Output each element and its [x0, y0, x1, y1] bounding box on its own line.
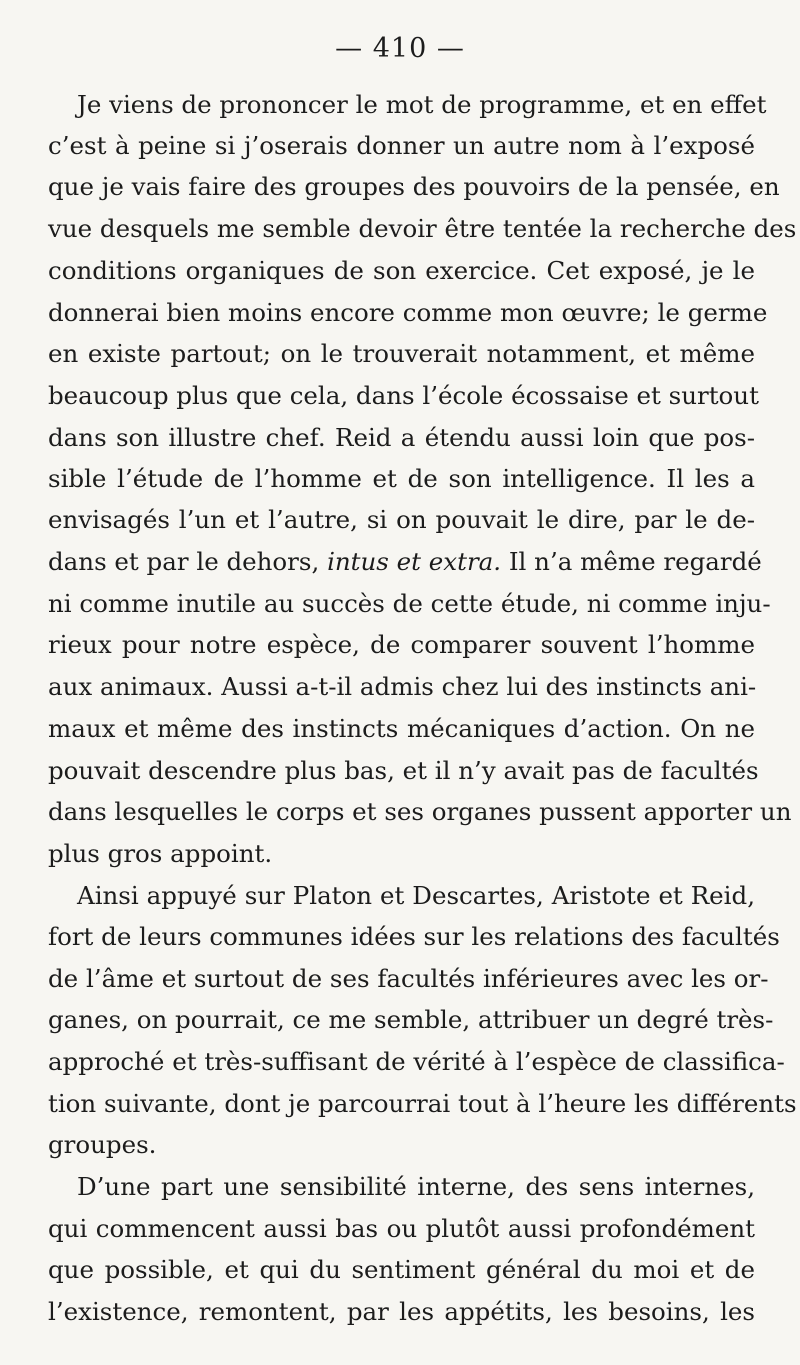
- text-line: plus gros appoint.: [48, 839, 273, 868]
- text-line: vue desquels me semble devoir être tentée la recherche des: [48, 214, 797, 243]
- latin-phrase: intus et extra.: [327, 547, 502, 576]
- text-line: pouvait descendre plus bas, et il n’y avait pas de facultés: [48, 756, 759, 785]
- text-line: [48, 542, 762, 582]
- text-line: dans lesquelles le corps et ses organes pussent apporter un: [48, 797, 792, 826]
- text-line: dans son illustre chef. Reid a étendu aussi loin que pos-: [48, 423, 755, 452]
- page-number: — 410 —: [335, 33, 465, 64]
- text-line: groupes.: [48, 1130, 157, 1159]
- text-line: donnerai bien moins encore comme mon œuvre; le germe: [48, 298, 768, 327]
- text-line: Ainsi appuyé sur Platon et Descartes, Aristote et Reid,: [77, 881, 755, 910]
- text-line: que possible, et qui du sentiment général du moi et de: [48, 1255, 755, 1284]
- text-line: l’existence, remontent, par les appétits, les besoins, les: [48, 1297, 755, 1326]
- text-line: qui commencent aussi bas ou plutôt aussi profondément: [48, 1214, 755, 1243]
- text-segment: dans et par le dehors,: [48, 547, 320, 576]
- text-line: c’est à peine si j’oserais donner un autre nom à l’exposé: [48, 131, 755, 160]
- text-line: ni comme inutile au succès de cette étude, ni comme inju-: [48, 589, 771, 618]
- text-line: ganes, on pourrait, ce me semble, attribuer un degré très-: [48, 1005, 774, 1034]
- text-line: rieux pour notre espèce, de comparer souvent l’homme: [48, 630, 755, 659]
- text-line: conditions organiques de son exercice. Cet exposé, je le: [48, 256, 755, 285]
- text-line: beaucoup plus que cela, dans l’école écossaise et surtout: [48, 381, 759, 410]
- text-line: en existe partout; on le trouverait notamment, et même: [48, 339, 755, 368]
- text-line: approché et très-suffisant de vérité à l’espèce de classifica-: [48, 1047, 785, 1076]
- text-line: fort de leurs communes idées sur les relations des facultés: [48, 922, 780, 951]
- text-line: Je viens de prononcer le mot de programme, et en effet: [77, 90, 767, 119]
- text-line: aux animaux. Aussi a-t-il admis chez lui des instincts ani-: [48, 672, 757, 701]
- text-line: envisagés l’un et l’autre, si on pouvait le dire, par le de-: [48, 505, 755, 534]
- text-line: sible l’étude de l’homme et de son intelligence. Il les a: [48, 464, 755, 493]
- text-line: maux et même des instincts mécaniques d’action. On ne: [48, 714, 755, 743]
- text-line: tion suivante, dont je parcourrai tout à l’heure les différents: [48, 1089, 797, 1118]
- text-line: de l’âme et surtout de ses facultés inférieures avec les or-: [48, 964, 769, 993]
- text-line: que je vais faire des groupes des pouvoirs de la pensée, en: [48, 172, 780, 201]
- text-segment: Il n’a même regardé: [508, 547, 762, 576]
- text-line: D’une part une sensibilité interne, des sens internes,: [77, 1172, 755, 1201]
